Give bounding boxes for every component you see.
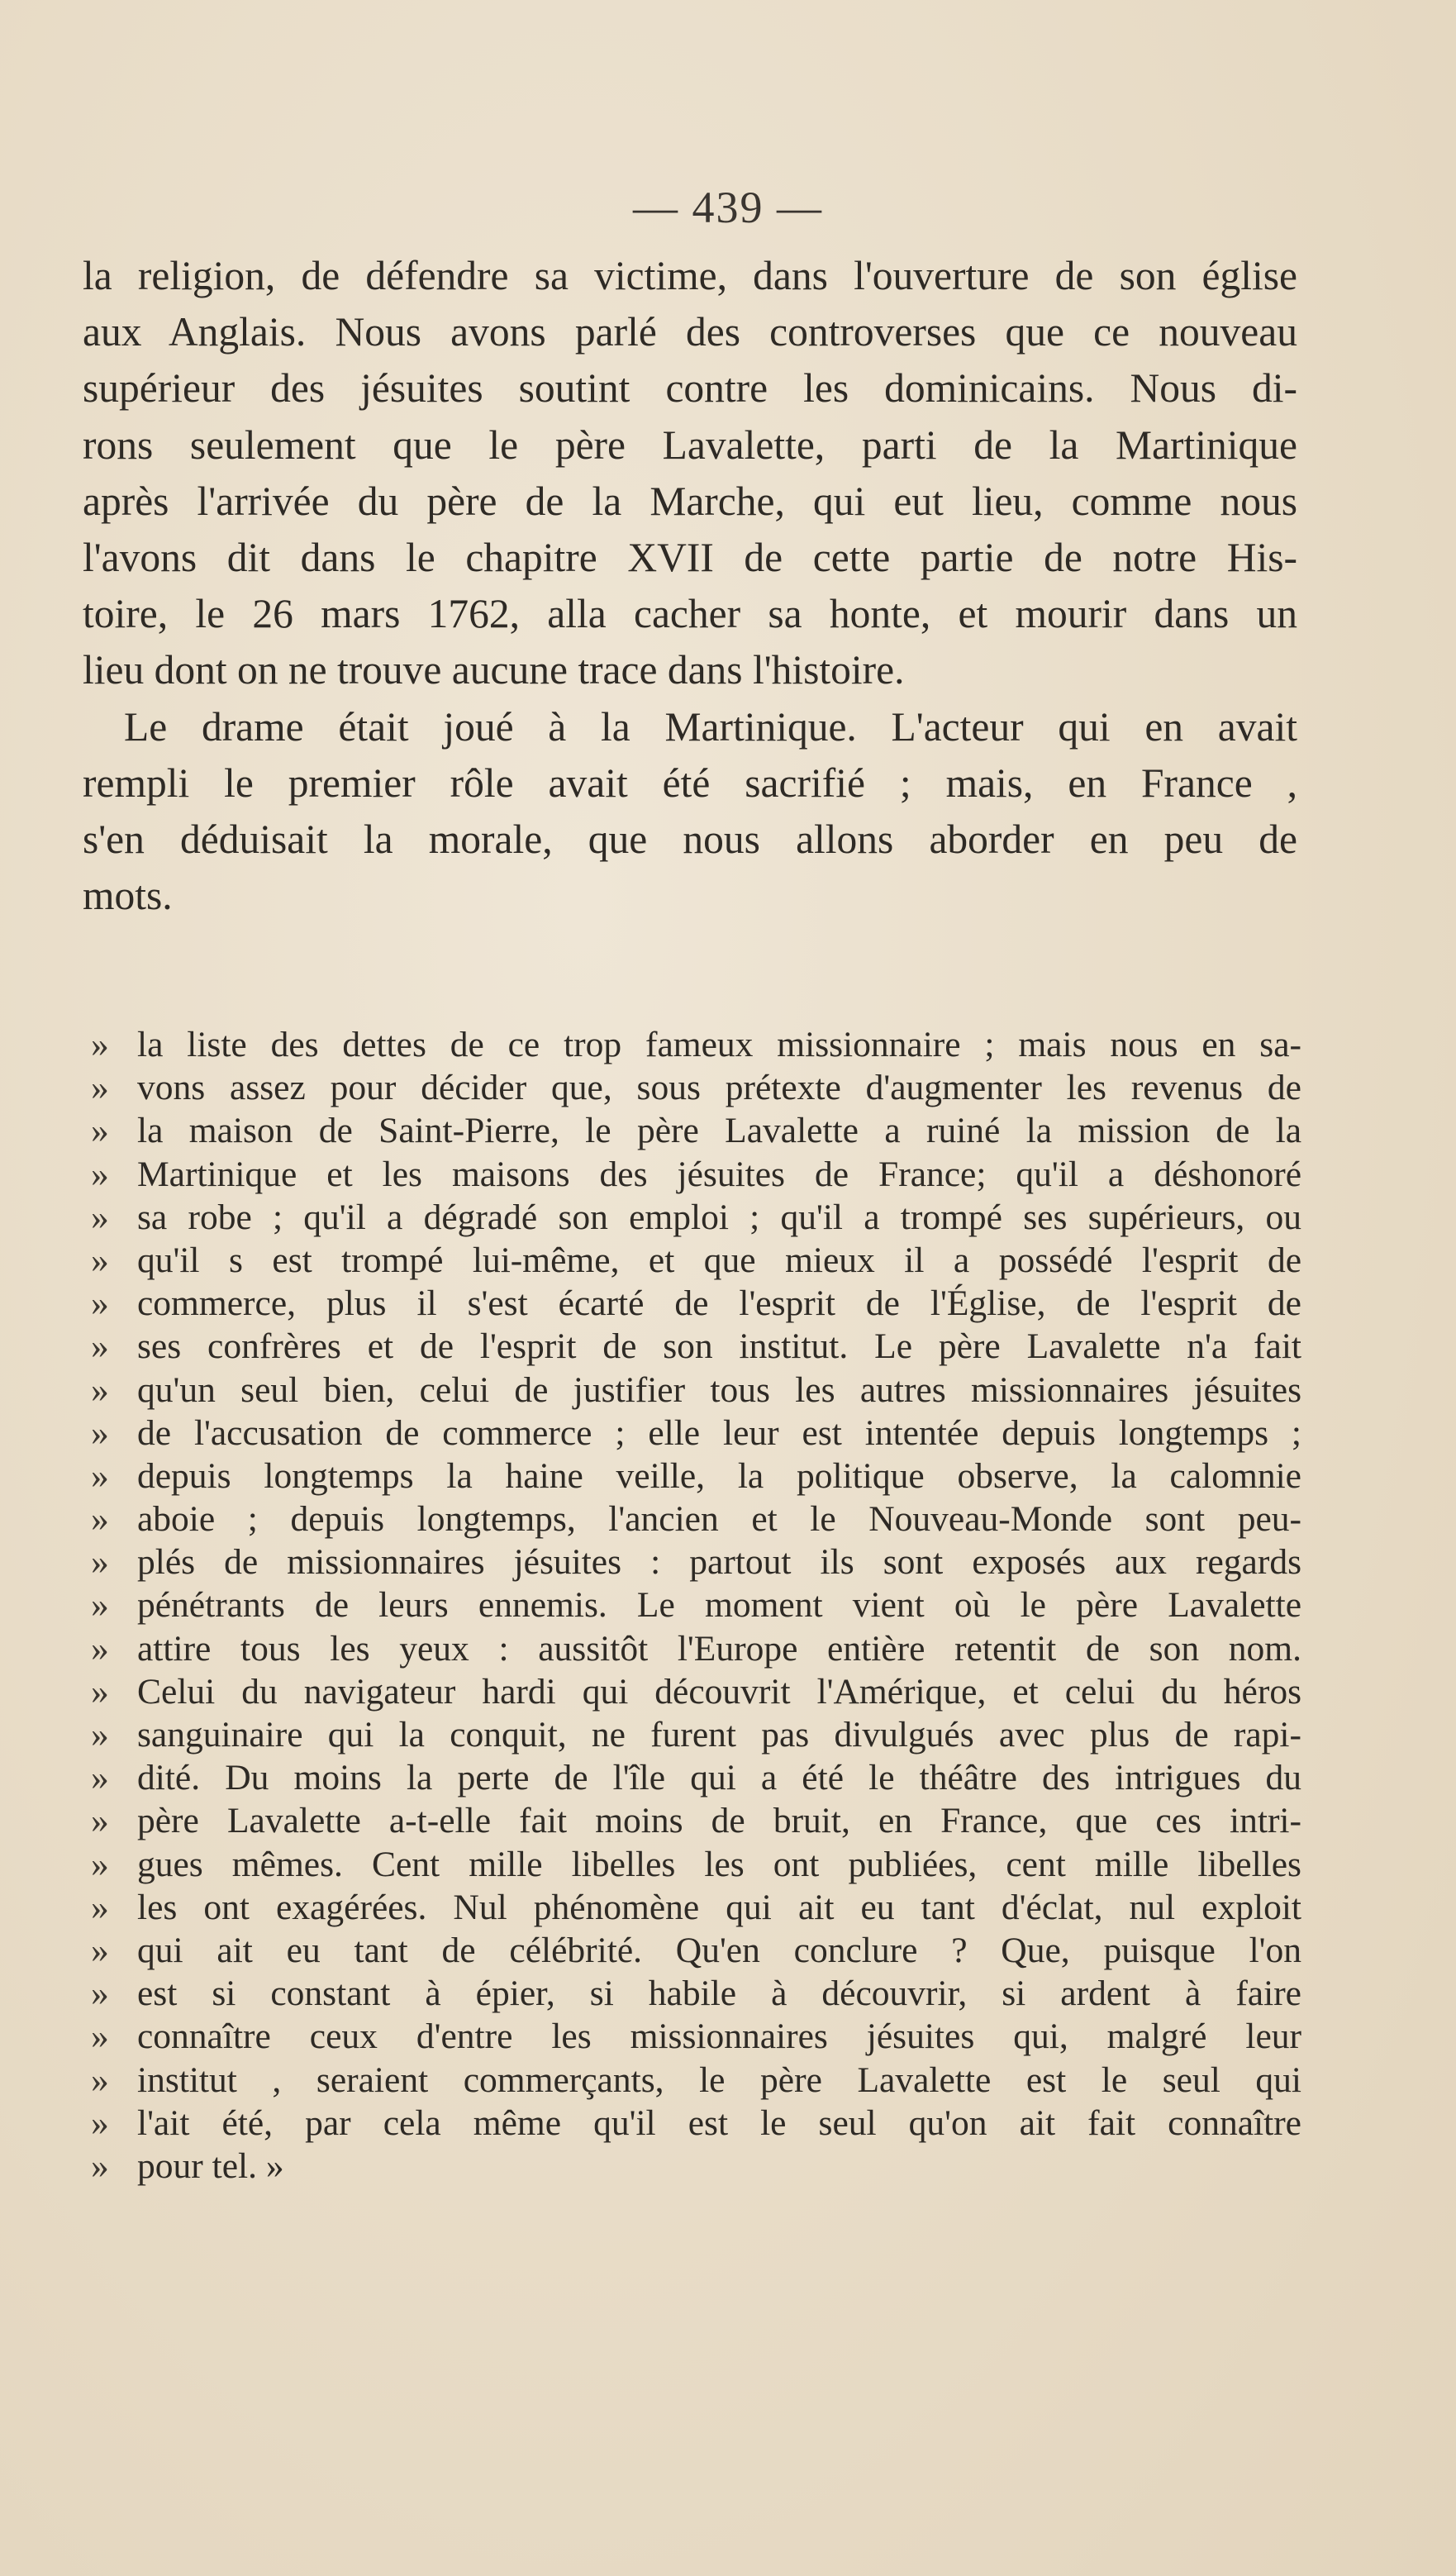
quote-marker: » xyxy=(91,1628,109,1669)
quote-text: sa robe ; qu'il a dégradé son emploi ; qu'il a trompé ses supérieurs, ou xyxy=(137,1197,1301,1237)
quote-text: les ont exagérées. Nul phénomène qui ait eu tant d'éclat, nul exploit xyxy=(137,1887,1301,1927)
quote-line xyxy=(91,1540,1301,1583)
quote-text: aboie ; depuis longtemps, l'ancien et le Nouveau-Monde sont peu- xyxy=(137,1499,1301,1540)
quote-line xyxy=(91,1843,1301,1886)
quote-marker: » xyxy=(91,1412,109,1453)
quote-text: dité. Du moins la perte de l'île qui a été le théâtre des intrigues du xyxy=(137,1758,1301,1798)
quote-marker: » xyxy=(91,1887,109,1927)
quote-line xyxy=(91,1756,1301,1799)
quote-marker: » xyxy=(91,1844,109,1884)
quote-marker: » xyxy=(91,1585,109,1626)
quote-text: gues mêmes. Cent mille libelles les ont publiées, cent mille libelles xyxy=(137,1844,1301,1884)
text-line: rons seulement que le père Lavalette, parti de la Martinique xyxy=(83,421,1297,468)
quote-text: sanguinaire qui la conquit, ne furent pas divulgués avec plus de rapi- xyxy=(137,1715,1301,1755)
quote-line xyxy=(91,1799,1301,1842)
quote-marker: » xyxy=(91,1154,109,1194)
quote-line xyxy=(91,1325,1301,1368)
quote-marker: » xyxy=(91,2145,109,2186)
quote-marker: » xyxy=(91,1455,109,1496)
quote-line xyxy=(91,1929,1301,1972)
text-line: l'avons dit dans le chapitre XVII de cette partie de notre His- xyxy=(83,534,1297,580)
quote-marker: » xyxy=(91,1974,109,2014)
quote-text: depuis longtemps la haine veille, la politique observe, la calomnie xyxy=(137,1455,1301,1496)
text-line: supérieur des jésuites soutint contre les dominicains. Nous di- xyxy=(83,365,1297,412)
quote-line xyxy=(91,1713,1301,1756)
text-line: la religion, de défendre sa victime, dans l'ouverture de son église xyxy=(83,253,1297,298)
quote-line xyxy=(91,1670,1301,1713)
quote-marker: » xyxy=(91,2059,109,2100)
quote-text: vons assez pour décider que, sous prétexte d'augmenter les revenus de xyxy=(137,1068,1301,1108)
quote-text: père Lavalette a-t-elle fait moins de bruit, en France, que ces intri- xyxy=(137,1801,1301,1841)
quote-text: pour tel. » xyxy=(137,2145,284,2186)
quote-marker: » xyxy=(91,1240,109,1280)
quote-text: la maison de Saint-Pierre, le père Lavalette a ruiné la mission de la xyxy=(137,1111,1301,1151)
quote-line xyxy=(91,1627,1301,1670)
text-line: toire, le 26 mars 1762, alla cacher sa honte, et mourir dans un xyxy=(83,591,1297,637)
quote-marker: » xyxy=(91,1283,109,1324)
text-line: mots. xyxy=(83,873,173,919)
quote-text: qu'il s est trompé lui-même, et que mieux il a possédé l'esprit de xyxy=(137,1240,1301,1280)
quote-marker: » xyxy=(91,1326,109,1367)
text-line: rempli le premier rôle avait été sacrifié ; mais, en France , xyxy=(83,759,1297,806)
quote-line xyxy=(91,1972,1301,2015)
page-number: — 439 — xyxy=(633,183,823,232)
quote-text: plés de missionnaires jésuites : partout ils sont exposés aux regards xyxy=(137,1542,1301,1583)
quote-line xyxy=(91,2059,1301,2102)
quote-marker: » xyxy=(91,1671,109,1712)
text-line: s'en déduisait la morale, que nous allons aborder en peu de xyxy=(83,816,1297,862)
quote-line xyxy=(91,2015,1301,2058)
quote-text: qui ait eu tant de célébrité. Qu'en conclure ? Que, puisque l'on xyxy=(137,1930,1301,1970)
quote-marker: » xyxy=(91,1499,109,1540)
quote-text: l'ait été, par cela même qu'il est le seul qu'on ait fait connaître xyxy=(137,2102,1301,2143)
quote-line xyxy=(91,2145,1301,2188)
quote-text: pénétrants de leurs ennemis. Le moment vient où le père Lavalette xyxy=(137,1585,1301,1626)
quote-line xyxy=(91,1239,1301,1282)
quote-line xyxy=(91,1583,1301,1626)
quote-line xyxy=(91,1196,1301,1239)
quote-text: commerce, plus il s'est écarté de l'esprit de l'Église, de l'esprit de xyxy=(137,1283,1301,1324)
quote-text: Martinique et les maisons des jésuites de France; qu'il a déshonoré xyxy=(137,1154,1301,1194)
quote-marker: » xyxy=(91,1801,109,1841)
quote-line xyxy=(91,1153,1301,1196)
quote-text: ses confrères et de l'esprit de son institut. Le père Lavalette n'a fait xyxy=(137,1326,1301,1367)
quote-line xyxy=(91,2102,1301,2145)
quote-marker: » xyxy=(91,1068,109,1108)
quote-marker: » xyxy=(91,1930,109,1970)
quote-text: la liste des dettes de ce trop fameux missionnaire ; mais nous en sa- xyxy=(137,1025,1301,1064)
quote-line xyxy=(91,1455,1301,1498)
body-paragraphs xyxy=(83,248,1297,924)
text-line: aux Anglais. Nous avons parlé des controverses que ce nouveau xyxy=(83,309,1297,355)
text-line: après l'arrivée du père de la Marche, qui eut lieu, comme nous xyxy=(83,478,1297,524)
quote-marker: » xyxy=(91,2017,109,2057)
quote-marker: » xyxy=(91,1111,109,1151)
quote-marker: » xyxy=(91,1197,109,1237)
quote-marker: » xyxy=(91,1542,109,1583)
quote-line xyxy=(91,1066,1301,1109)
quote-line xyxy=(91,1369,1301,1412)
quote-marker: » xyxy=(91,1758,109,1798)
quote-text: qu'un seul bien, celui de justifier tous les autres missionnaires jésuites xyxy=(137,1369,1301,1410)
quote-line xyxy=(91,1023,1301,1066)
quote-text: connaître ceux d'entre les missionnaires jésuites qui, malgré leur xyxy=(137,2017,1301,2057)
text-line: Le drame était joué à la Martinique. L'acteur qui en avait xyxy=(124,703,1297,750)
quote-marker: » xyxy=(91,2102,109,2143)
quote-text: institut , seraient commerçants, le père Lavalette est le seul qui xyxy=(137,2059,1301,2100)
quote-text: attire tous les yeux : aussitôt l'Europe entière retentit de son nom. xyxy=(137,1628,1301,1669)
quote-marker: » xyxy=(91,1369,109,1410)
quote-line xyxy=(91,1412,1301,1455)
text-line: lieu dont on ne trouve aucune trace dans l'histoire. xyxy=(83,647,905,693)
quote-marker: » xyxy=(91,1715,109,1755)
quote-line xyxy=(91,1886,1301,1929)
quote-text: est si constant à épier, si habile à découvrir, si ardent à faire xyxy=(137,1974,1301,2014)
quote-text: Celui du navigateur hardi qui découvrit l'Amérique, et celui du héros xyxy=(137,1671,1301,1712)
quote-marker: » xyxy=(91,1025,109,1064)
quotation-block xyxy=(91,1023,1301,2188)
quote-line xyxy=(91,1282,1301,1325)
quote-text: de l'accusation de commerce ; elle leur est intentée depuis longtemps ; xyxy=(137,1412,1301,1453)
quote-line xyxy=(91,1498,1301,1540)
quote-line xyxy=(91,1109,1301,1152)
